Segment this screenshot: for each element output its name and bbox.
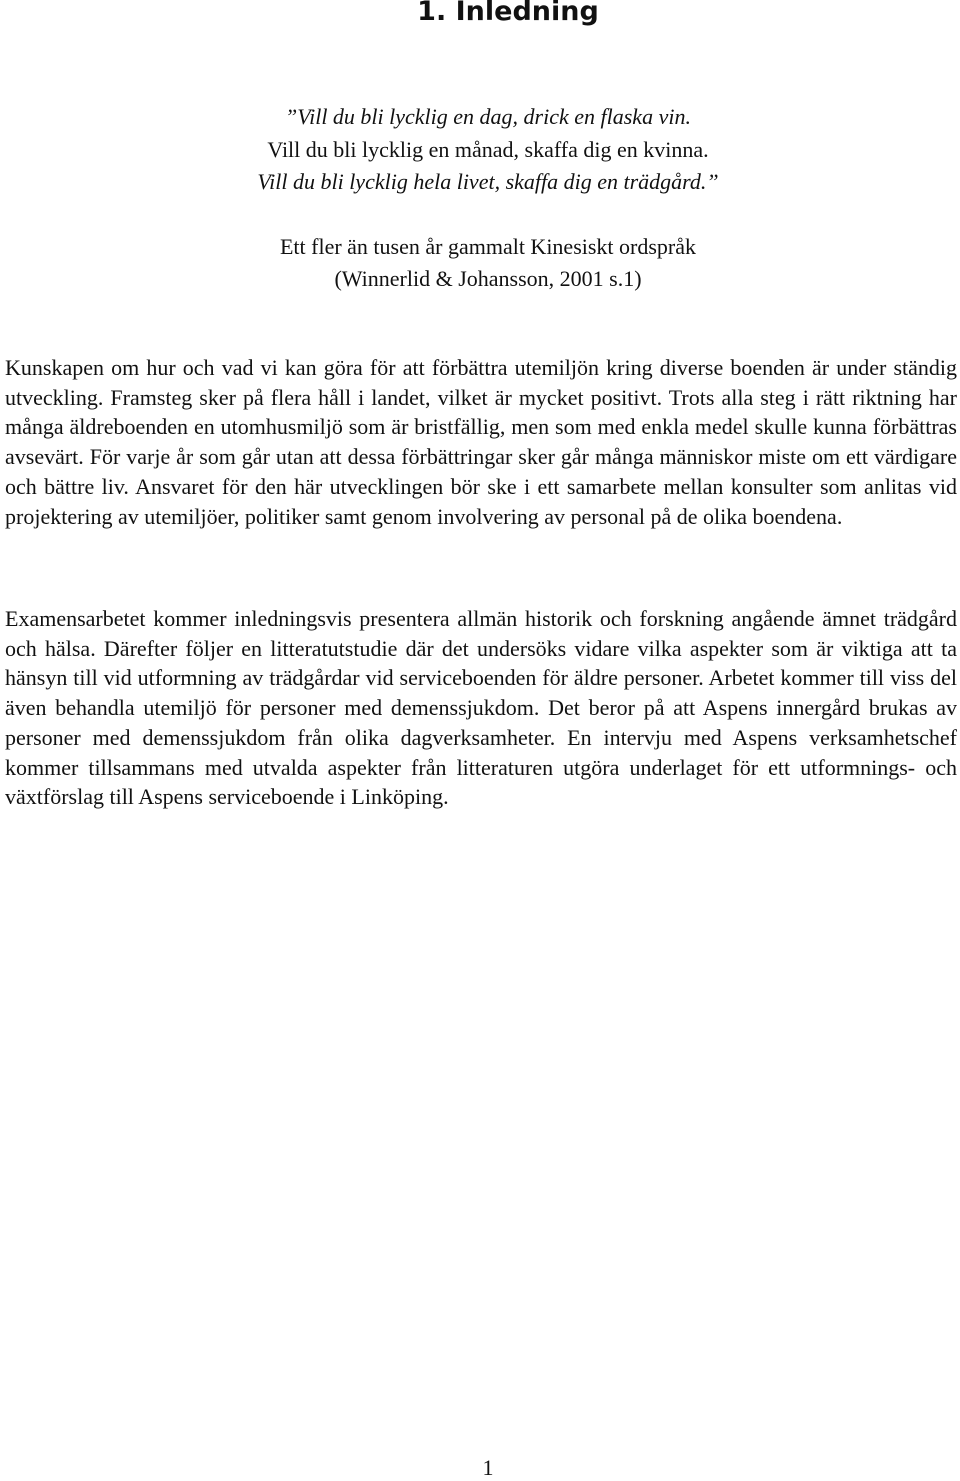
body-paragraph: Examensarbetet kommer inledningsvis presentera allmän historik och forskning angående ämnet trädgård och hälsa. Därefter följer en litteratutstudie där det undersöks vidare vilka aspekter som är viktiga att ta hänsyn till vid utformning av trädgårdar vid serviceboenden för äldre personer. Arbetet kommer till viss del även behandla utemiljö för personer med demenssjukdom. Det beror på att Aspens innergård brukas av personer med demenssjukdom från olika dagverksamheter. En intervju med Aspens verksamhetschef kommer tillsammans med utvalda aspekter från litteraturen utgöra underlaget för ett utformnings- och växtförslag till Aspens serviceboende i Linköping.	[5, 606, 957, 810]
epigraph-line: ”Vill du bli lycklig en dag, drick en flaska vin.	[285, 104, 691, 129]
chapter-heading: 1. Inledning	[417, 0, 599, 27]
epigraph-line: Vill du bli lycklig hela livet, skaffa dig en trädgård.”	[257, 169, 719, 194]
epigraph-spacer	[0, 199, 960, 231]
body-paragraph: Kunskapen om hur och vad vi kan göra för att förbättra utemiljön kring diverse boenden är under ständig utveckling. Framsteg sker på flera håll i landet, vilket är mycket positivt. Trots alla steg i rätt riktning har många äldreboenden en utomhusmiljö som är bristfällig, men som med enkla medel skulle kunna förbättras avsevärt. För varje år som går utan att dessa förbättringar sker går många människor miste om ett värdigare och bättre liv. Ansvaret för den här utvecklingen bör ske i ett samarbete mellan konsulter som anlitas vid projektering av utemiljöer, politiker samt genom involvering av personal på de olika boendena.	[5, 355, 957, 529]
epigraph-attribution: Ett fler än tusen år gammalt Kinesiskt ordspråk	[279, 233, 697, 259]
epigraph	[0, 101, 960, 296]
epigraph-line: Vill du bli lycklig en månad, skaffa dig en kvinna.	[267, 136, 709, 162]
epigraph-citation: (Winnerlid & Johansson, 2001 s.1)	[334, 266, 642, 291]
page-number: 1	[482, 1455, 494, 1480]
